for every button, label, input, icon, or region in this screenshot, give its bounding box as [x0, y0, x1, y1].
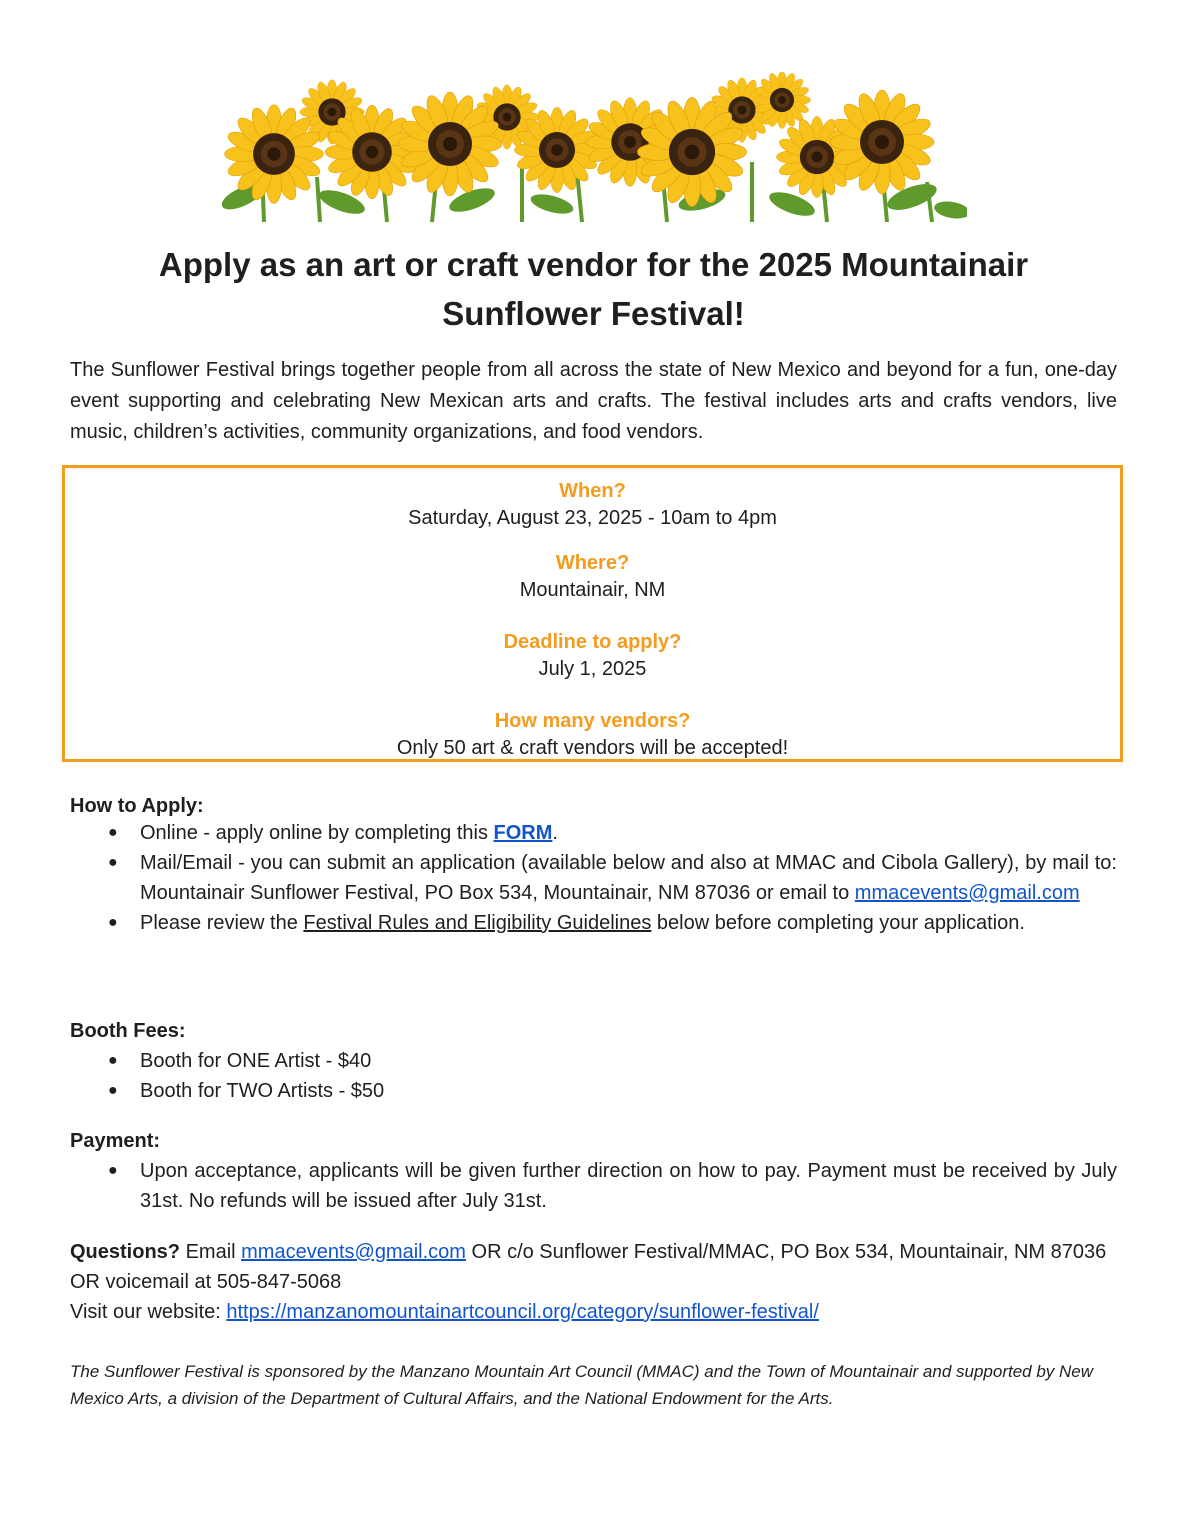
deadline-label: Deadline to apply? — [503, 631, 682, 653]
sponsor-footer: The Sunflower Festival is sponsored by the Manzano Mountain Art Council (MMAC) and the Town of Mountainair and supported by New Mexico Arts, a division of the Department of Cultural Affairs, and the National Endowment for the Arts. — [70, 1362, 1094, 1408]
online-text: Online - apply online by completing this — [140, 822, 494, 844]
website-label: Visit our website: — [70, 1301, 227, 1323]
when-value: Saturday, August 23, 2025 - 10am to 4pm — [408, 507, 777, 529]
vendors-value: Only 50 art & craft vendors will be accepted! — [396, 737, 789, 759]
review-post: below before completing your application. — [651, 912, 1025, 934]
list-item — [70, 1076, 1117, 1106]
where-value: Mountainair, NM — [519, 579, 666, 601]
questions-pre: Email — [180, 1241, 242, 1263]
where-label: Where? — [555, 552, 630, 574]
bullet-icon: ● — [108, 1162, 118, 1179]
sunflower-banner-image — [222, 72, 967, 224]
how-to-apply-heading: How to Apply: — [70, 795, 204, 817]
list-item — [70, 818, 1117, 848]
mail-text: Mail/Email - you can submit an application (available below and also at MMAC and Cibola Gallery), by mail to: Mountainair Sunflower Festival, PO Box 534, Mountainair, NM 87036 or email to — [140, 852, 1117, 904]
bullet-icon: ● — [108, 824, 118, 841]
bullet-icon: ● — [108, 1052, 118, 1069]
when-label: When? — [559, 480, 626, 502]
booth-fees-heading: Booth Fees: — [70, 1020, 186, 1042]
questions-post: OR c/o Sunflower Festival/MMAC, PO Box 534, Mountainair, NM 87036 OR voicemail at 505-847-5068 — [70, 1241, 1107, 1293]
email-link[interactable]: mmacevents@gmail.com — [854, 882, 1080, 904]
booth-fees-list — [70, 1046, 1117, 1106]
form-link[interactable]: FORM — [493, 822, 553, 844]
deadline-value: July 1, 2025 — [538, 658, 647, 680]
payment-heading: Payment: — [70, 1130, 161, 1152]
list-item — [70, 1156, 1117, 1216]
bullet-icon: ● — [108, 854, 118, 871]
payment-text: Upon acceptance, applicants will be given further direction on how to pay. Payment must be received by July 31st. No refunds will be issued after July 31st. — [140, 1160, 1117, 1212]
review-pre: Please review the — [140, 912, 304, 934]
questions-label: Questions? — [70, 1241, 181, 1263]
list-item — [70, 1046, 1117, 1076]
title-line-1: Apply as an art or craft vendor for the 2025 Mountainair — [158, 246, 1029, 283]
how-to-apply-list — [70, 818, 1117, 938]
list-item — [70, 848, 1117, 908]
page-title — [70, 240, 1117, 338]
vendors-label: How many vendors? — [494, 710, 691, 732]
event-info-box — [62, 465, 1123, 762]
list-item — [70, 908, 1117, 938]
title-line-2: Sunflower Festival! — [442, 295, 745, 332]
bullet-icon: ● — [108, 914, 118, 931]
bullet-icon: ● — [108, 1082, 118, 1099]
questions-paragraph — [70, 1237, 1120, 1327]
intro-paragraph: The Sunflower Festival brings together people from all across the state of New Mexico and beyond for a fun, one-day event supporting and celebrating New Mexican arts and crafts. The festival includes arts and crafts vendors, live music, children’s activities, community organizations, and food vendors. — [70, 359, 1117, 443]
booth-fee-two: Booth for TWO Artists - $50 — [140, 1080, 385, 1102]
online-end: . — [552, 822, 558, 844]
rules-guidelines-text: Festival Rules and Eligibility Guidelines — [303, 912, 652, 934]
website-link[interactable]: https://manzanomountainartcouncil.org/category/sunflower-festival/ — [226, 1301, 819, 1323]
payment-list — [70, 1156, 1117, 1216]
booth-fee-one: Booth for ONE Artist - $40 — [140, 1050, 372, 1072]
questions-email-link[interactable]: mmacevents@gmail.com — [241, 1241, 466, 1263]
